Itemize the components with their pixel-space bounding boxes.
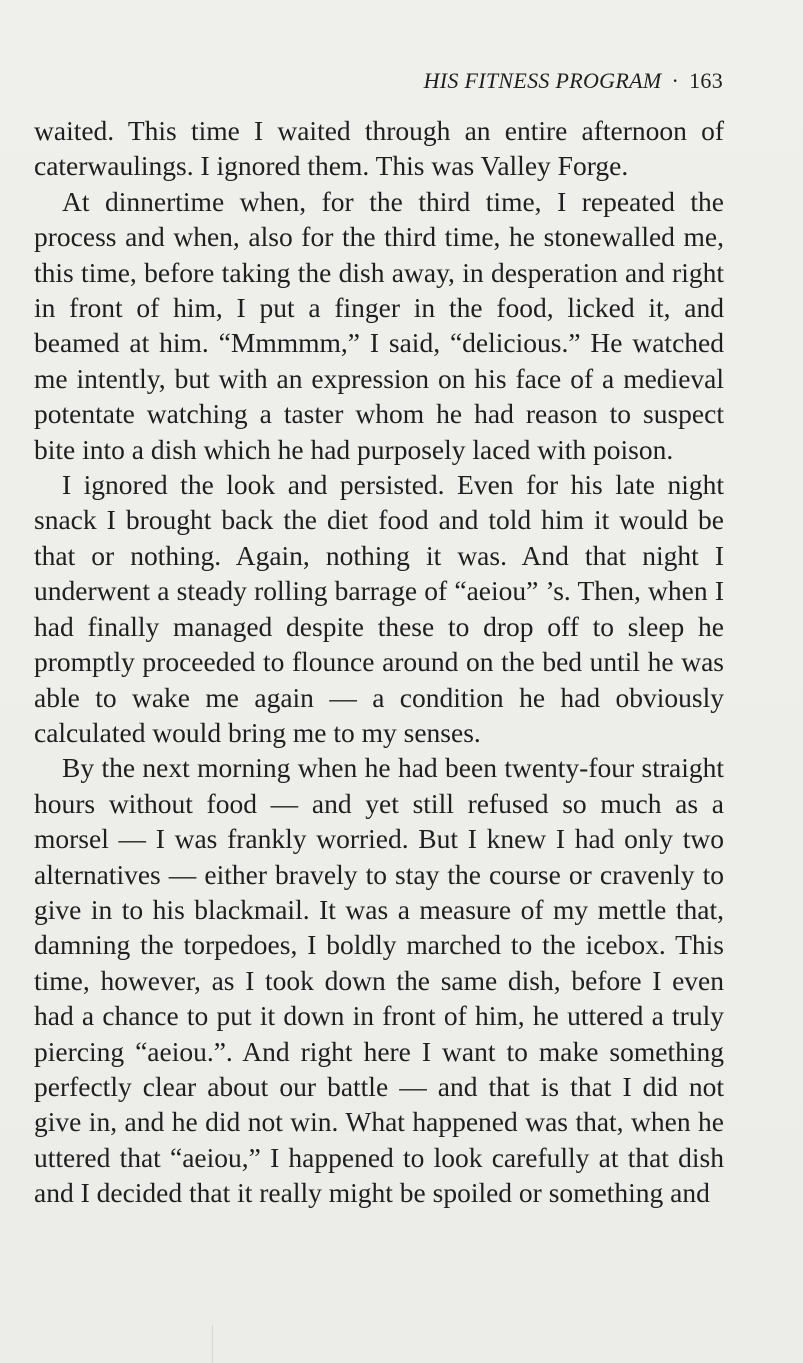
running-head (424, 68, 723, 94)
body-text (34, 113, 724, 1211)
paragraph-1: waited. This time I waited through an entire afternoon of caterwaulings. I ignored them. This was Valley Forge. (34, 115, 724, 182)
page-crease (212, 1325, 213, 1363)
paragraph-2: At dinnertime when, for the third time, I repeated the process and when, also for the third time, he stonewalled me, this time, before taking the dish away, in desperation and right in front of him, I put a finger in the food, licked it, and beamed at him. “Mmmmm,” I said, “delicious.” He watched me intently, but with an expression on his face of a medieval potentate watching a taster whom he had reason to suspect bite into a dish which he had purposely laced with poison. (34, 185, 724, 465)
running-title: HIS FITNESS PROGRAM (423, 68, 662, 93)
page-number: 163 (689, 68, 723, 93)
paragraph-3: I ignored the look and persisted. Even for his late night snack I brought back the diet food and told him it would be that or nothing. Again, nothing it was. And that night I underwent a steady rolling barrage of “aeiou” ’s. Then, when I had finally managed despite these to drop off to sleep he promptly proceeded to flounce around on the bed until he was able to wake me again — a condition he had obviously calculated would bring me to my senses. (34, 469, 724, 748)
header-separator: · (671, 68, 680, 93)
paragraph-4: By the next morning when he had been twenty-four straight hours without food — and yet still refused so much as a morsel — I was frankly worried. But I knew I had only two alternatives — either bravely to stay the course or cravenly to give in to his blackmail. It was a measure of my mettle that, damning the torpedoes, I boldly marched to the icebox. This time, however, as I took down the same dish, before I even had a chance to put it down in front of him, he uttered a truly piercing “aeiou.”. And right here I want to make something perfectly clear about our battle — and that is that I did not give in, and he did not win. What happened was that, when he uttered that “aeiou,” I happened to look carefully at that dish and I decided that it really might be spoiled or something and (34, 752, 724, 1209)
